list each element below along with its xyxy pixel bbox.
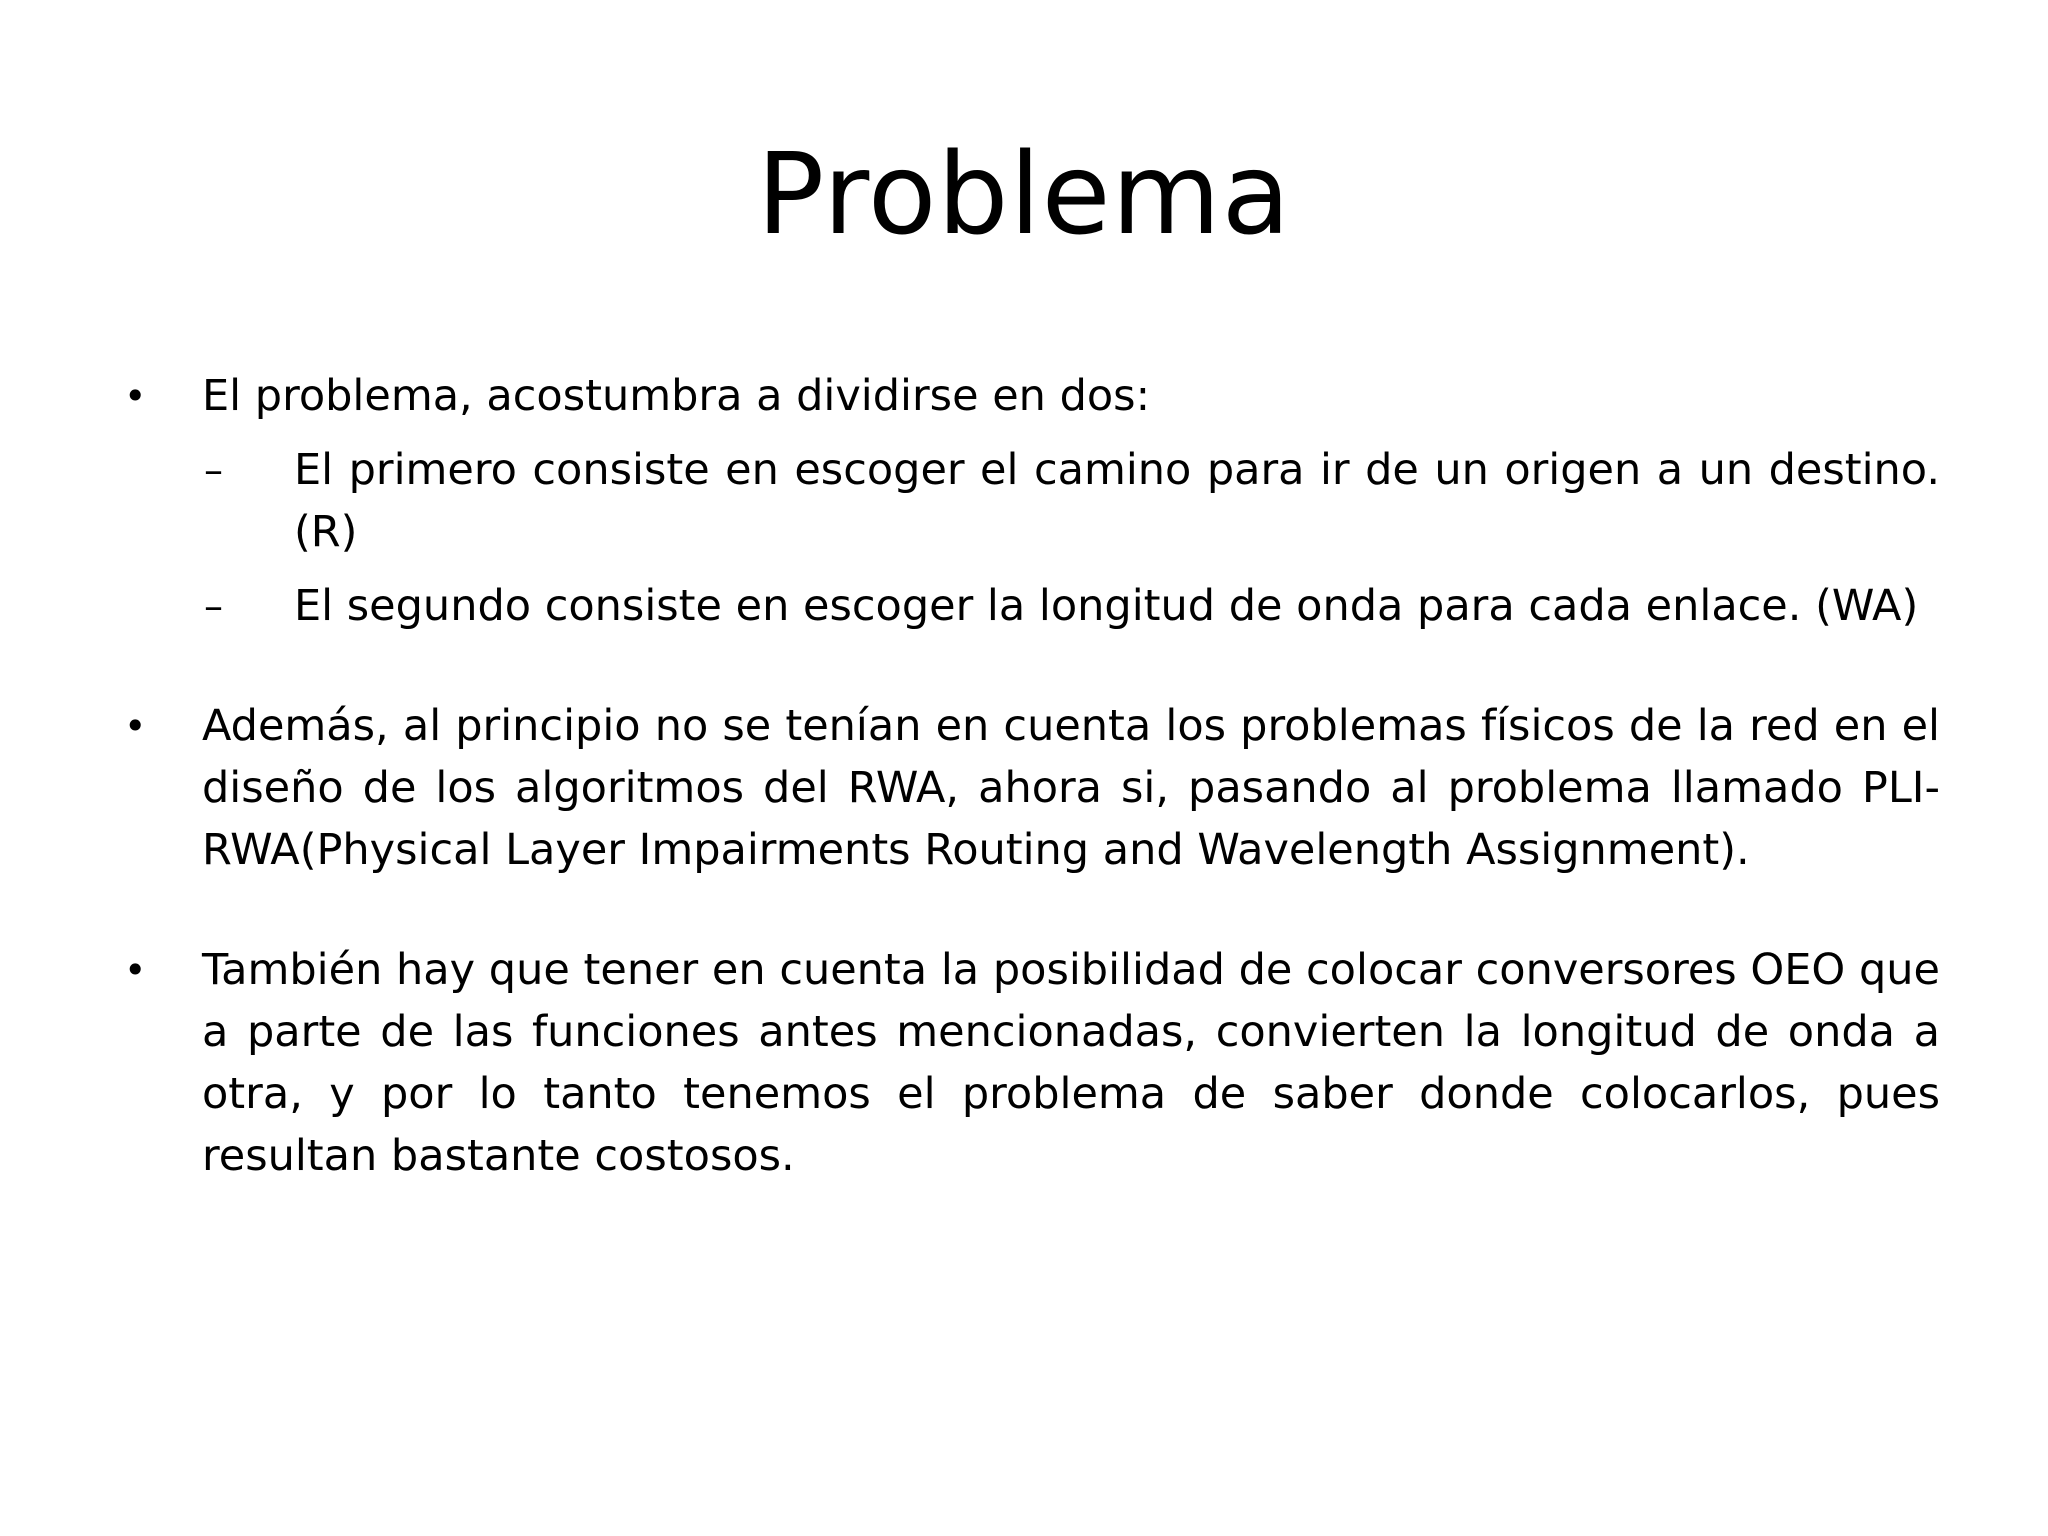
bullet-item: [110, 365, 1940, 637]
bullet-marker: •: [124, 374, 147, 418]
bullet-text: El problema, acostumbra a dividirse en dos:: [202, 371, 1151, 421]
sub-item: [202, 439, 1940, 563]
bullet-item: [110, 695, 1940, 881]
bullet-text: Además, al principio no se tenían en cuenta los problemas físicos de la red en el diseño de los algoritmos del RWA, ahora si, pasando al problema llamado PLI-RWA(Physical Layer Impairments Routing and Wavelength Assignment).: [202, 701, 1940, 875]
bullet-marker: •: [124, 704, 147, 748]
sub-item-text: El primero consiste en escoger el camino para ir de un origen a un destino. (R): [294, 445, 1940, 557]
bullet-marker: •: [124, 948, 147, 992]
sub-list: [202, 439, 1940, 637]
bullet-item: [110, 939, 1940, 1187]
dash-marker: –: [204, 584, 223, 628]
slide-title: Problema: [756, 130, 1292, 260]
dash-marker: –: [204, 448, 223, 492]
slide-content: [110, 365, 1940, 1187]
bullet-text: También hay que tener en cuenta la posibilidad de colocar conversores OEO que a parte de las funciones antes mencionadas, convierten la longitud de onda a otra, y por lo tanto tenemos el problema de saber donde colocarlos, pues resultan bastante costosos.: [202, 945, 1940, 1181]
sub-item-text: El segundo consiste en escoger la longitud de onda para cada enlace. (WA): [294, 581, 1919, 631]
sub-item: [202, 575, 1940, 637]
